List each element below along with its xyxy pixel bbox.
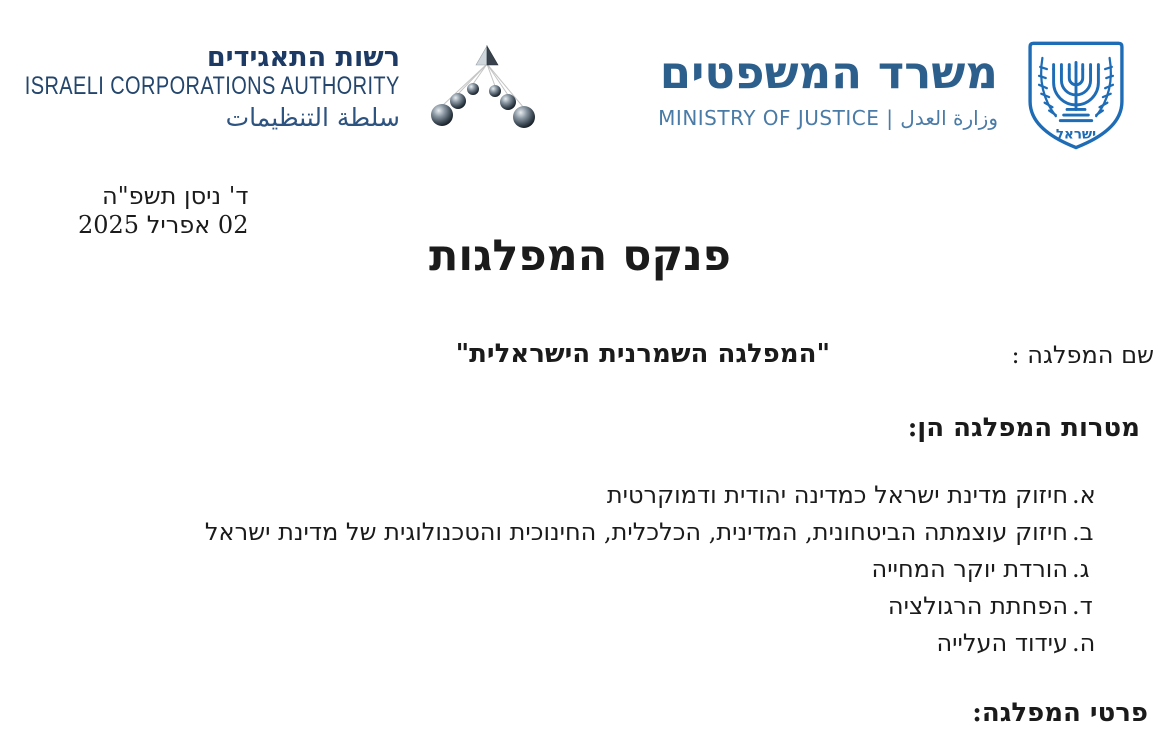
ministry-of-justice-text: [658, 40, 998, 130]
goal-item: [50, 551, 1104, 588]
goal-item: [50, 477, 1104, 514]
goal-letter: ה.: [1072, 629, 1096, 657]
corporations-authority-logo: [24, 42, 554, 157]
goals-heading: מטרות המפלגה הן:: [907, 413, 1140, 443]
ministry-of-justice-logo: [658, 40, 1132, 152]
goal-letter: ג.: [1072, 555, 1090, 583]
corporations-authority-text: [24, 42, 400, 133]
goal-text: הורדת יוקר המחייה: [871, 555, 1068, 583]
israel-state-emblem-icon: [1020, 40, 1132, 152]
pendulum-spheres-icon: [416, 42, 554, 157]
page-title: פנקס המפלגות: [429, 231, 731, 281]
hebrew-date: ד' ניסן תשפ"ה: [101, 182, 249, 210]
party-name-label: שם המפלגה :: [1011, 341, 1154, 369]
goal-text: חיזוק עוצמתה הביטחונית, המדינית, הכלכלית, החינוכית והטכנולוגית של מדינת ישראל: [204, 518, 1068, 546]
corporations-arabic-title: سلطة التنظيمات: [225, 102, 400, 132]
goal-letter: ד.: [1072, 592, 1093, 620]
emblem-israel-label: ישראל: [1055, 127, 1097, 143]
party-name-row: [0, 341, 1160, 377]
goals-list: [50, 477, 1104, 662]
ministry-hebrew-title: משרד המשפטים: [659, 46, 998, 99]
ministry-subtitle: MINISTRY OF JUSTICE | وزارة العدل: [658, 105, 998, 130]
goal-item: [50, 588, 1104, 625]
goal-text: עידוד העלייה: [936, 629, 1068, 657]
goal-item: [50, 514, 1104, 551]
party-name-value: "המפלגה השמרנית הישראלית": [455, 339, 830, 369]
party-details-heading: פרטי המפלגה:: [972, 698, 1148, 728]
goal-text: חיזוק מדינת ישראל כמדינה יהודית ודמוקרטית: [606, 481, 1068, 509]
gregorian-date: 02 אפריל 2025: [78, 211, 249, 239]
goal-item: [50, 625, 1104, 662]
goal-letter: א.: [1072, 481, 1096, 509]
corporations-hebrew-title: רשות התאגידים: [206, 42, 400, 73]
corporations-english-title: ISRAELI CORPORATIONS AUTHORITY: [24, 72, 400, 101]
goal-letter: ב.: [1072, 518, 1094, 546]
goal-text: הפחתת הרגולציה: [887, 592, 1068, 620]
